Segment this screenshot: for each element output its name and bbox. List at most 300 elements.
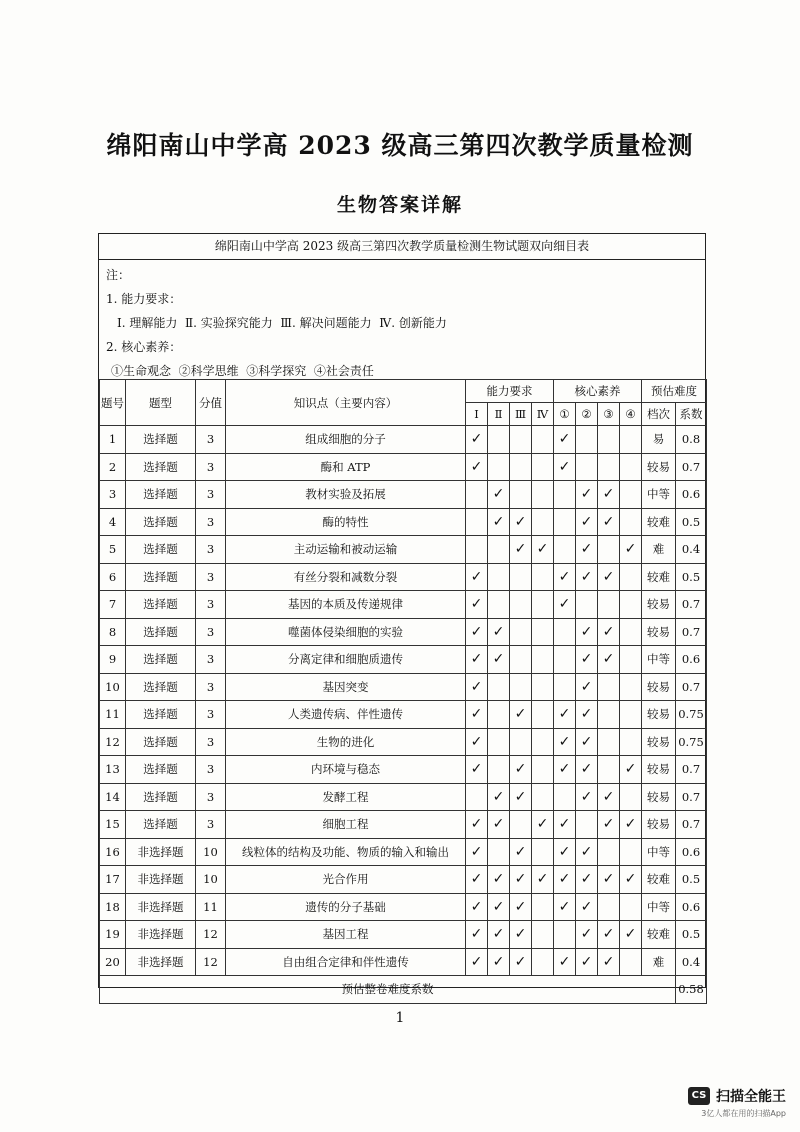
ability-4-cell	[532, 563, 554, 591]
ability-1-cell	[466, 508, 488, 536]
summary-label: 预估整卷难度系数	[100, 976, 676, 1004]
question-score: 10	[196, 838, 226, 866]
question-score: 3	[196, 481, 226, 509]
check-icon: ✓	[598, 948, 620, 976]
question-score: 12	[196, 948, 226, 976]
question-topic: 基因的本质及传递规律	[226, 591, 466, 619]
question-number: 13	[100, 756, 126, 784]
table-row	[100, 591, 707, 619]
brand-tagline: 3亿人都在用的扫描App	[701, 1109, 786, 1118]
check-icon: ✓	[488, 921, 510, 949]
table-row	[100, 673, 707, 701]
question-score: 3	[196, 618, 226, 646]
difficulty-coef: 0.7	[676, 756, 707, 784]
check-icon: ✓	[554, 811, 576, 839]
check-icon: ✓	[488, 618, 510, 646]
spec-table-frame	[98, 233, 706, 997]
question-topic: 酶和 ATP	[226, 453, 466, 481]
check-icon: ✓	[598, 783, 620, 811]
question-score: 3	[196, 701, 226, 729]
check-icon: ✓	[466, 948, 488, 976]
header-ability-4: Ⅳ	[532, 403, 554, 426]
difficulty-coef: 0.6	[676, 893, 707, 921]
difficulty-coef: 0.75	[676, 701, 707, 729]
question-type: 选择题	[126, 728, 196, 756]
literacy-2-cell	[576, 453, 598, 481]
check-icon: ✓	[554, 563, 576, 591]
ability-2-cell	[488, 673, 510, 701]
ability-4-cell	[532, 783, 554, 811]
ability-2-cell	[488, 701, 510, 729]
check-icon: ✓	[576, 893, 598, 921]
scanner-watermark	[688, 1086, 786, 1119]
question-topic: 分离定律和细胞质遗传	[226, 646, 466, 674]
difficulty-coef: 0.4	[676, 948, 707, 976]
question-type: 选择题	[126, 591, 196, 619]
literacy-heading: 2. 核心素养：	[106, 340, 182, 354]
literacy-1-cell	[554, 921, 576, 949]
difficulty-level: 较易	[642, 756, 676, 784]
check-icon: ✓	[532, 866, 554, 894]
literacy-3-cell	[598, 673, 620, 701]
check-icon: ✓	[598, 618, 620, 646]
question-score: 3	[196, 453, 226, 481]
ability-4-cell	[532, 508, 554, 536]
ability-3-cell	[510, 591, 532, 619]
difficulty-coef: 0.5	[676, 563, 707, 591]
check-icon: ✓	[554, 591, 576, 619]
check-icon: ✓	[532, 536, 554, 564]
question-number: 14	[100, 783, 126, 811]
question-topic: 自由组合定律和伴性遗传	[226, 948, 466, 976]
difficulty-level: 较易	[642, 701, 676, 729]
ability-3-cell	[510, 673, 532, 701]
literacy-2-cell	[576, 426, 598, 454]
check-icon: ✓	[510, 701, 532, 729]
check-icon: ✓	[466, 893, 488, 921]
check-icon: ✓	[620, 756, 642, 784]
ability-4-cell	[532, 728, 554, 756]
literacy-2-cell	[576, 591, 598, 619]
question-topic: 基因工程	[226, 921, 466, 949]
check-icon: ✓	[488, 948, 510, 976]
ability-3-cell	[510, 426, 532, 454]
table-row	[100, 563, 707, 591]
check-icon: ✓	[554, 866, 576, 894]
question-score: 3	[196, 563, 226, 591]
difficulty-level: 中等	[642, 893, 676, 921]
check-icon: ✓	[554, 838, 576, 866]
difficulty-coef: 0.75	[676, 728, 707, 756]
difficulty-coef: 0.4	[676, 536, 707, 564]
difficulty-coef: 0.6	[676, 481, 707, 509]
question-score: 3	[196, 783, 226, 811]
table-row	[100, 536, 707, 564]
check-icon: ✓	[466, 618, 488, 646]
ability-3-cell	[510, 481, 532, 509]
check-icon: ✓	[510, 536, 532, 564]
check-icon: ✓	[576, 756, 598, 784]
question-number: 4	[100, 508, 126, 536]
literacy-list: ①生命观念 ②科学思维 ③科学探究 ④社会责任	[111, 364, 374, 378]
header-type: 题型	[126, 380, 196, 426]
question-score: 3	[196, 426, 226, 454]
literacy-1-cell	[554, 618, 576, 646]
ability-4-cell	[532, 893, 554, 921]
question-number: 17	[100, 866, 126, 894]
difficulty-level: 较易	[642, 728, 676, 756]
question-topic: 生物的进化	[226, 728, 466, 756]
question-number: 12	[100, 728, 126, 756]
table-row	[100, 838, 707, 866]
difficulty-level: 中等	[642, 838, 676, 866]
check-icon: ✓	[510, 893, 532, 921]
check-icon: ✓	[466, 426, 488, 454]
ability-2-cell	[488, 453, 510, 481]
header-num: 题号	[100, 380, 126, 426]
check-icon: ✓	[466, 921, 488, 949]
difficulty-coef: 0.7	[676, 591, 707, 619]
ability-3-cell	[510, 728, 532, 756]
check-icon: ✓	[532, 811, 554, 839]
ability-3-cell	[510, 811, 532, 839]
check-icon: ✓	[466, 673, 488, 701]
check-icon: ✓	[510, 838, 532, 866]
difficulty-coef: 0.5	[676, 866, 707, 894]
question-type: 选择题	[126, 673, 196, 701]
difficulty-level: 较易	[642, 783, 676, 811]
literacy-3-cell	[598, 893, 620, 921]
literacy-1-cell	[554, 536, 576, 564]
check-icon: ✓	[554, 453, 576, 481]
question-type: 选择题	[126, 508, 196, 536]
literacy-4-cell	[620, 948, 642, 976]
literacy-4-cell	[620, 453, 642, 481]
table-row	[100, 728, 707, 756]
question-score: 3	[196, 536, 226, 564]
check-icon: ✓	[598, 563, 620, 591]
check-icon: ✓	[554, 893, 576, 921]
table-row	[100, 866, 707, 894]
question-number: 1	[100, 426, 126, 454]
difficulty-coef: 0.5	[676, 921, 707, 949]
notes-label: 注：	[106, 268, 131, 282]
check-icon: ✓	[554, 728, 576, 756]
check-icon: ✓	[466, 811, 488, 839]
literacy-4-cell	[620, 893, 642, 921]
question-type: 选择题	[126, 701, 196, 729]
question-topic: 光合作用	[226, 866, 466, 894]
question-type: 选择题	[126, 618, 196, 646]
ability-3-cell	[510, 453, 532, 481]
check-icon: ✓	[576, 783, 598, 811]
question-score: 3	[196, 811, 226, 839]
literacy-1-cell	[554, 508, 576, 536]
check-icon: ✓	[598, 646, 620, 674]
difficulty-coef: 0.7	[676, 618, 707, 646]
question-topic: 内环境与稳态	[226, 756, 466, 784]
ability-4-cell	[532, 481, 554, 509]
check-icon: ✓	[510, 921, 532, 949]
difficulty-level: 易	[642, 426, 676, 454]
brand-name: 扫描全能王	[716, 1089, 786, 1105]
ability-4-cell	[532, 453, 554, 481]
table-row	[100, 426, 707, 454]
header-knowledge: 知识点（主要内容）	[226, 380, 466, 426]
question-number: 18	[100, 893, 126, 921]
question-number: 2	[100, 453, 126, 481]
question-number: 7	[100, 591, 126, 619]
check-icon: ✓	[488, 866, 510, 894]
header-literacy-group: 核心素养	[554, 380, 642, 403]
check-icon: ✓	[576, 838, 598, 866]
check-icon: ✓	[466, 591, 488, 619]
literacy-1-cell	[554, 673, 576, 701]
header-coef: 系数	[676, 403, 707, 426]
table-row	[100, 618, 707, 646]
question-topic: 遗传的分子基础	[226, 893, 466, 921]
question-type: 选择题	[126, 536, 196, 564]
ability-4-cell	[532, 591, 554, 619]
literacy-4-cell	[620, 838, 642, 866]
question-number: 15	[100, 811, 126, 839]
question-number: 9	[100, 646, 126, 674]
literacy-2-cell	[576, 811, 598, 839]
header-ability-2: Ⅱ	[488, 403, 510, 426]
ability-4-cell	[532, 756, 554, 784]
ability-2-cell	[488, 563, 510, 591]
question-number: 16	[100, 838, 126, 866]
question-score: 3	[196, 728, 226, 756]
check-icon: ✓	[488, 646, 510, 674]
literacy-3-cell	[598, 536, 620, 564]
question-topic: 线粒体的结构及功能、物质的输入和输出	[226, 838, 466, 866]
ability-3-cell	[510, 618, 532, 646]
check-icon: ✓	[620, 921, 642, 949]
difficulty-level: 较易	[642, 618, 676, 646]
literacy-3-cell	[598, 701, 620, 729]
check-icon: ✓	[488, 508, 510, 536]
question-topic: 教材实验及拓展	[226, 481, 466, 509]
check-icon: ✓	[576, 701, 598, 729]
ability-1-cell	[466, 783, 488, 811]
ability-4-cell	[532, 426, 554, 454]
literacy-3-cell	[598, 756, 620, 784]
difficulty-level: 中等	[642, 646, 676, 674]
literacy-4-cell	[620, 426, 642, 454]
question-score: 10	[196, 866, 226, 894]
literacy-4-cell	[620, 618, 642, 646]
check-icon: ✓	[488, 893, 510, 921]
check-icon: ✓	[620, 536, 642, 564]
check-icon: ✓	[554, 756, 576, 784]
literacy-4-cell	[620, 481, 642, 509]
question-type: 选择题	[126, 453, 196, 481]
difficulty-coef: 0.7	[676, 783, 707, 811]
check-icon: ✓	[510, 783, 532, 811]
check-icon: ✓	[576, 948, 598, 976]
ability-2-cell	[488, 591, 510, 619]
literacy-3-cell	[598, 453, 620, 481]
ability-1-cell	[466, 481, 488, 509]
spec-table	[99, 379, 707, 1004]
check-icon: ✓	[466, 866, 488, 894]
literacy-4-cell	[620, 728, 642, 756]
check-icon: ✓	[466, 838, 488, 866]
ability-3-cell	[510, 563, 532, 591]
table-row	[100, 701, 707, 729]
question-type: 非选择题	[126, 948, 196, 976]
literacy-1-cell	[554, 646, 576, 674]
camscanner-logo-icon: CS	[688, 1087, 710, 1105]
check-icon: ✓	[488, 481, 510, 509]
header-difficulty-group: 预估难度	[642, 380, 707, 403]
check-icon: ✓	[510, 508, 532, 536]
check-icon: ✓	[576, 563, 598, 591]
check-icon: ✓	[576, 508, 598, 536]
check-icon: ✓	[554, 426, 576, 454]
question-topic: 人类遗传病、伴性遗传	[226, 701, 466, 729]
difficulty-coef: 0.7	[676, 673, 707, 701]
difficulty-coef: 0.5	[676, 508, 707, 536]
header-literacy-4: ④	[620, 403, 642, 426]
table-row	[100, 508, 707, 536]
page-number: 1	[395, 1010, 405, 1026]
literacy-1-cell	[554, 481, 576, 509]
literacy-4-cell	[620, 783, 642, 811]
check-icon: ✓	[576, 536, 598, 564]
question-score: 12	[196, 921, 226, 949]
literacy-3-cell	[598, 838, 620, 866]
ability-4-cell	[532, 673, 554, 701]
check-icon: ✓	[620, 811, 642, 839]
question-number: 5	[100, 536, 126, 564]
question-score: 11	[196, 893, 226, 921]
difficulty-coef: 0.6	[676, 646, 707, 674]
check-icon: ✓	[466, 563, 488, 591]
summary-coef: 0.58	[676, 976, 707, 1004]
question-number: 3	[100, 481, 126, 509]
table-row	[100, 893, 707, 921]
check-icon: ✓	[576, 481, 598, 509]
check-icon: ✓	[576, 673, 598, 701]
check-icon: ✓	[576, 646, 598, 674]
check-icon: ✓	[466, 453, 488, 481]
table-row	[100, 453, 707, 481]
table-row	[100, 783, 707, 811]
header-literacy-2: ②	[576, 403, 598, 426]
ability-2-cell	[488, 536, 510, 564]
check-icon: ✓	[488, 811, 510, 839]
check-icon: ✓	[598, 866, 620, 894]
question-number: 19	[100, 921, 126, 949]
difficulty-level: 难	[642, 536, 676, 564]
difficulty-coef: 0.7	[676, 811, 707, 839]
check-icon: ✓	[598, 481, 620, 509]
check-icon: ✓	[510, 756, 532, 784]
table-row	[100, 646, 707, 674]
ability-4-cell	[532, 948, 554, 976]
ability-list: Ⅰ. 理解能力 Ⅱ. 实验探究能力 Ⅲ. 解决问题能力 Ⅳ. 创新能力	[117, 316, 447, 330]
question-topic: 有丝分裂和减数分裂	[226, 563, 466, 591]
question-type: 非选择题	[126, 838, 196, 866]
check-icon: ✓	[466, 756, 488, 784]
ability-heading: 1. 能力要求：	[106, 292, 182, 306]
question-type: 选择题	[126, 563, 196, 591]
table-body	[100, 426, 707, 976]
question-type: 选择题	[126, 756, 196, 784]
check-icon: ✓	[466, 701, 488, 729]
ability-4-cell	[532, 701, 554, 729]
check-icon: ✓	[576, 618, 598, 646]
header-level: 档次	[642, 403, 676, 426]
check-icon: ✓	[598, 921, 620, 949]
ability-3-cell	[510, 646, 532, 674]
difficulty-level: 较易	[642, 673, 676, 701]
ability-4-cell	[532, 618, 554, 646]
question-score: 3	[196, 673, 226, 701]
ability-2-cell	[488, 756, 510, 784]
check-icon: ✓	[488, 783, 510, 811]
question-type: 选择题	[126, 783, 196, 811]
question-topic: 基因突变	[226, 673, 466, 701]
question-topic: 组成细胞的分子	[226, 426, 466, 454]
literacy-3-cell	[598, 728, 620, 756]
question-number: 8	[100, 618, 126, 646]
ability-2-cell	[488, 426, 510, 454]
header-ability-3: Ⅲ	[510, 403, 532, 426]
difficulty-coef: 0.7	[676, 453, 707, 481]
difficulty-level: 较易	[642, 811, 676, 839]
summary-row	[100, 976, 707, 1004]
check-icon: ✓	[576, 728, 598, 756]
difficulty-level: 较难	[642, 921, 676, 949]
check-icon: ✓	[576, 921, 598, 949]
literacy-4-cell	[620, 563, 642, 591]
question-type: 非选择题	[126, 866, 196, 894]
literacy-3-cell	[598, 591, 620, 619]
question-number: 10	[100, 673, 126, 701]
ability-1-cell	[466, 536, 488, 564]
question-topic: 噬菌体侵染细胞的实验	[226, 618, 466, 646]
difficulty-level: 较易	[642, 591, 676, 619]
table-row	[100, 811, 707, 839]
difficulty-coef: 0.8	[676, 426, 707, 454]
header-ability-group: 能力要求	[466, 380, 554, 403]
literacy-4-cell	[620, 701, 642, 729]
question-type: 选择题	[126, 426, 196, 454]
literacy-1-cell	[554, 783, 576, 811]
check-icon: ✓	[510, 948, 532, 976]
question-score: 3	[196, 646, 226, 674]
question-type: 选择题	[126, 811, 196, 839]
check-icon: ✓	[466, 646, 488, 674]
literacy-4-cell	[620, 508, 642, 536]
ability-2-cell	[488, 728, 510, 756]
question-type: 选择题	[126, 646, 196, 674]
question-type: 非选择题	[126, 893, 196, 921]
check-icon: ✓	[466, 728, 488, 756]
header-literacy-1: ①	[554, 403, 576, 426]
header-ability-1: Ⅰ	[466, 403, 488, 426]
question-number: 6	[100, 563, 126, 591]
notes-block	[99, 260, 705, 379]
check-icon: ✓	[510, 866, 532, 894]
check-icon: ✓	[598, 811, 620, 839]
check-icon: ✓	[576, 866, 598, 894]
question-topic: 细胞工程	[226, 811, 466, 839]
question-topic: 酶的特性	[226, 508, 466, 536]
